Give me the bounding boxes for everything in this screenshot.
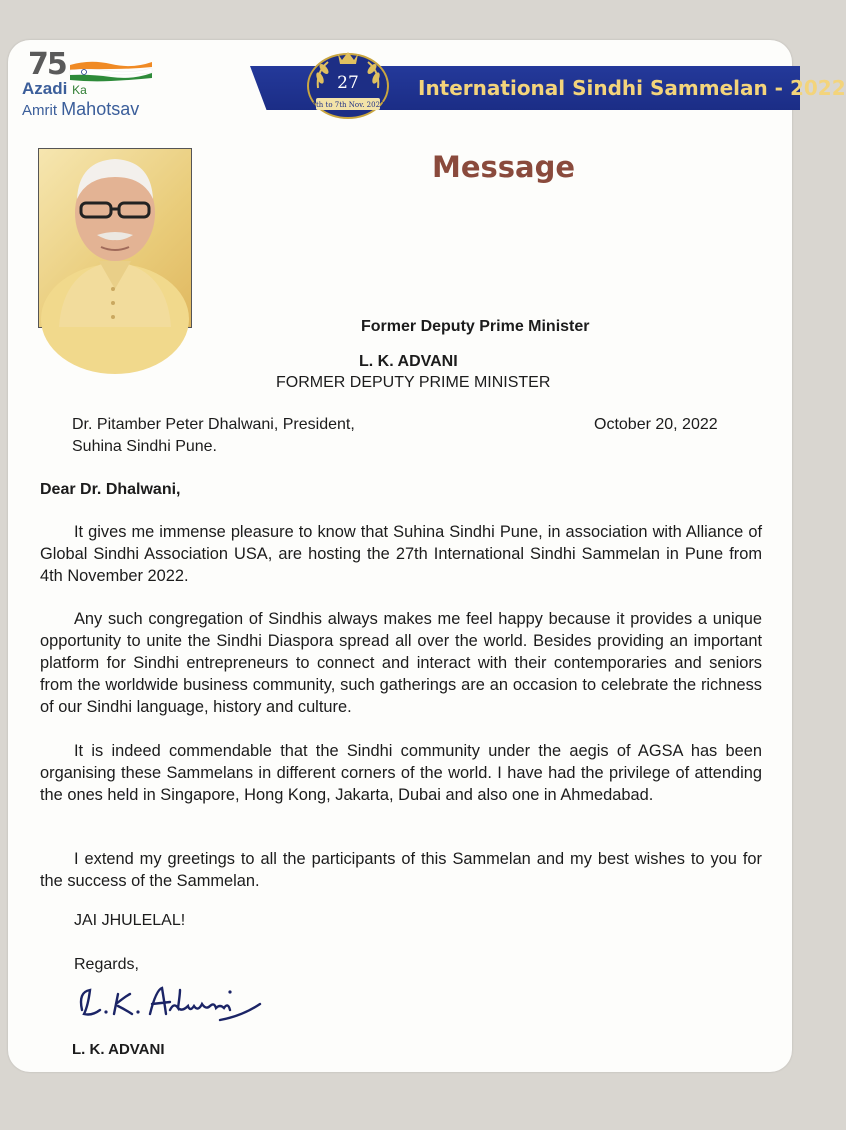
signatory-name: L. K. ADVANI [72, 1041, 165, 1058]
paragraph-3: It is indeed commendable that the Sindhi community under the aegis of AGSA has been organising these Sammelans in different corners of the world. I have had the privilege of attending the ones held in Singapore, Hong Kong, Jakarta, Dubai and also one in Ahmedabad. [40, 742, 762, 804]
emblem-number: 27 [337, 73, 359, 93]
message-heading: Message [432, 150, 576, 184]
sender-designation: FORMER DEPUTY PRIME MINISTER [276, 374, 551, 391]
sender-name: L. K. ADVANI [359, 353, 458, 370]
logo-ka: Ka [72, 83, 87, 97]
regards: Regards, [74, 956, 139, 973]
recipient-line-1: Dr. Pitamber Peter Dhalwani, President, [72, 416, 355, 433]
sammelan-emblem-icon [302, 48, 394, 120]
logo-number: 75 [28, 47, 66, 82]
recipient-line-2: Suhina Sindhi Pune. [72, 438, 217, 455]
banner-title: International Sindhi Sammelan - 2022 [418, 76, 846, 100]
salutation: Dear Dr. Dhalwani, [40, 481, 181, 498]
tricolour-flag-icon [70, 59, 152, 81]
paragraph-4: I extend my greetings to all the participants of this Sammelan and my best wishes to you for the success of the Sammelan. [40, 850, 762, 890]
portrait-photo [38, 148, 192, 328]
subheading: Former Deputy Prime Minister [361, 318, 590, 335]
closing-line: JAI JHULELAL! [74, 912, 186, 929]
logo-amrit: Amrit [22, 102, 57, 119]
letter-date: October 20, 2022 [594, 416, 718, 433]
emblem-dates: 4th to 7th Nov. 2022 [311, 101, 385, 109]
signature [70, 980, 280, 1030]
logo-mahotsav: Mahotsav [61, 99, 140, 119]
paragraph-2: Any such congregation of Sindhis always makes me feel happy because it provides a unique opportunity to unite the Sindhi Diaspora spread all over the world. Besides providing an important platform for Sindhi entrepreneurs to connect and interact with their contemporaries and seniors from the worldwide business community, such gatherings are an occasion to celebrate the richness of our Sindhi language, history and culture. [40, 610, 762, 716]
paragraph-1: It gives me immense pleasure to know that Suhina Sindhi Pune, in association with Alliance of Global Sindhi Association USA, are hosting the 27th International Sindhi Sammelan in Pune from 4th November 2022. [40, 523, 762, 585]
logo-azadi: Azadi [22, 79, 68, 98]
azadi-ka-amrit-mahotsav-logo [22, 47, 182, 122]
